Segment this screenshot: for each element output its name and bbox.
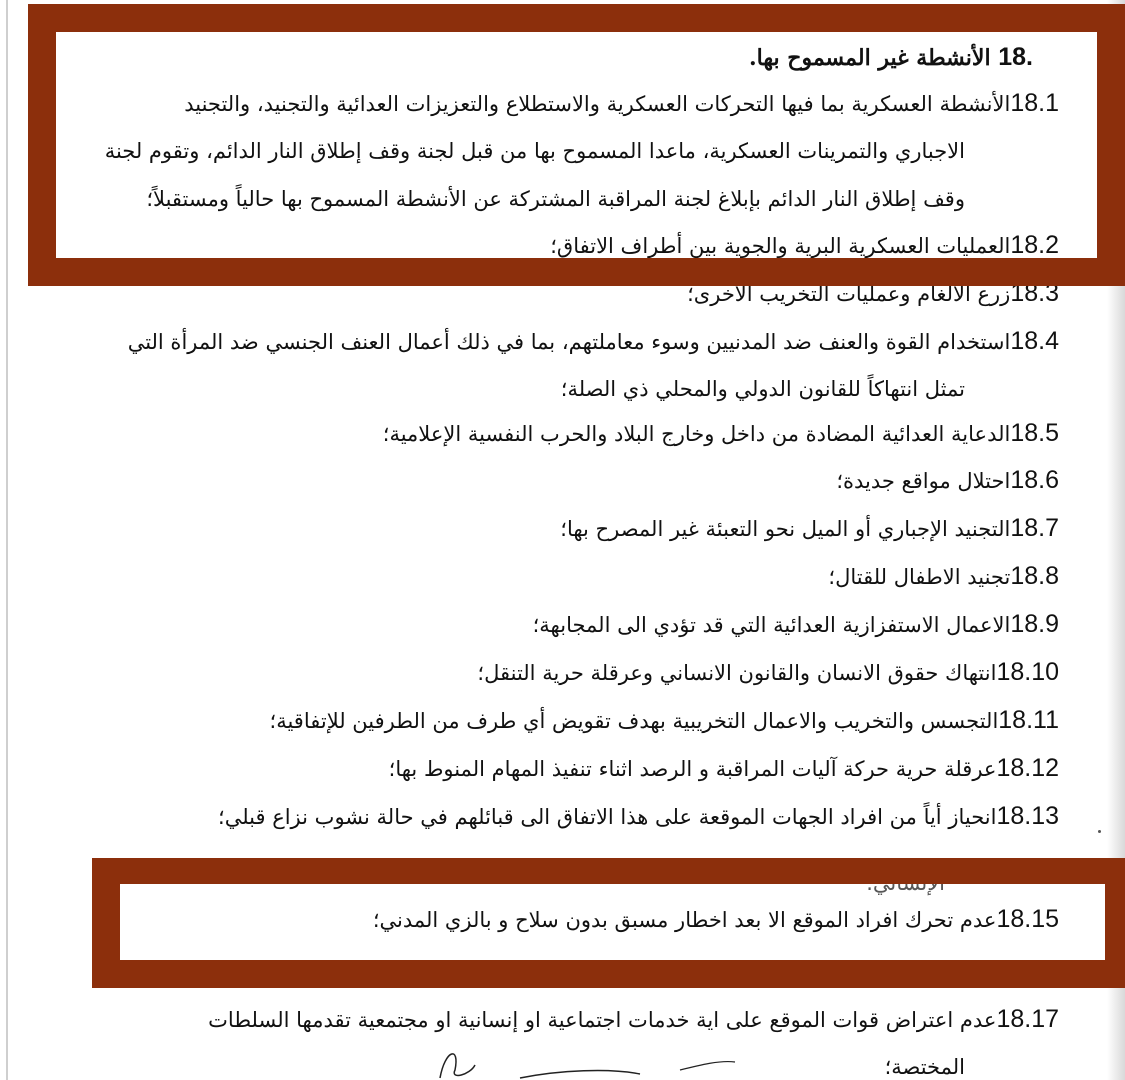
clause-text: الاجباري والتمرينات العسكرية، ماعدا المسموح بها من قبل لجنة وقف إطلاق النار الدائم، وتقوم لجنة [104, 139, 965, 163]
clause-text: زرع الألغام وعمليات التخريب الأخرى؛ [687, 282, 1011, 306]
clause-number: 18.6 [1010, 466, 1059, 494]
clause-text: استخدام القوة والعنف ضد المدنيين وسوء معاملتهم، بما في ذلك أعمال العنف الجنسي ضد المرأة التي [127, 330, 1011, 354]
clause-number: 18.9 [1010, 610, 1059, 638]
clause-text: تجنيد الاطفال للقتال؛ [828, 565, 1011, 589]
clause-number: 18.3 [1010, 279, 1059, 307]
section-title: الأنشطة غير المسموح بها. [748, 45, 991, 71]
clause-text: عرقلة حرية حركة آليات المراقبة و الرصد اثناء تنفيذ المهام المنوط بها؛ [388, 757, 997, 781]
clause-18-11 [270, 705, 1059, 736]
clause-18-12 [389, 753, 1059, 784]
clause-18-8 [828, 561, 1059, 592]
clause-18-17 [208, 1004, 1059, 1035]
clause-text: عدم تحرك افراد الموقع الا بعد اخطار مسبق بدون سلاح و بالزي المدني؛ [372, 908, 997, 932]
clause-18-13 [218, 801, 1059, 832]
clause-text: العمليات العسكرية البرية والجوية بين أطراف الاتفاق؛ [550, 234, 1011, 258]
clause-number: 18.1 [1010, 89, 1059, 117]
clause-18-17-line-2 [885, 1052, 965, 1080]
clause-number: 18.2 [1010, 231, 1059, 259]
clause-number: 18.4 [1010, 327, 1059, 355]
clause-18-10 [477, 657, 1059, 688]
clause-text: المختصة؛ [884, 1055, 965, 1079]
clause-18-1 [184, 88, 1059, 119]
clause-text: انتهاك حقوق الانسان والقانون الانساني وعرقلة حرية التنقل؛ [477, 661, 997, 685]
clause-number: 18.13 [996, 802, 1059, 830]
clause-18-6 [836, 465, 1059, 496]
clause-number: 18.5 [1010, 419, 1059, 447]
clause-18-3 [687, 278, 1059, 309]
clause-18-9 [533, 609, 1059, 640]
clause-number: 18.11 [998, 706, 1059, 734]
clause-text: الإنساني؛ [866, 871, 945, 895]
clause-text: تمثل انتهاكاً للقانون الدولي والمحلي ذي الصلة؛ [560, 377, 965, 401]
clause-text: الأنشطة العسكرية بما فيها التحركات العسكرية والاستطلاع والتعزيزات العدائية والتجنيد، والتجنيد [184, 92, 1011, 116]
clause-number: 18.17 [996, 1005, 1059, 1033]
section-number: 18. [998, 43, 1033, 71]
clause-text: الاعمال الاستفزازية العدائية التي قد تؤدي الى المجابهة؛ [532, 613, 1011, 637]
page-left-rule [6, 0, 8, 1080]
clause-text: انحياز أياً من افراد الجهات الموقعة على هذا الاتفاق الى قبائلهم في حالة نشوب نزاع قبلي؛ [218, 805, 997, 829]
clause-number: 18.7 [1010, 514, 1059, 542]
signature-scribble [380, 1040, 740, 1080]
clause-18-15 [373, 904, 1059, 935]
clause-18-1-line-2 [105, 136, 965, 166]
clause-18-4-line-2 [561, 374, 965, 404]
clause-18-5 [383, 418, 1059, 449]
clause-18-2 [550, 230, 1059, 261]
clause-text: الدعاية العدائية المضادة من داخل وخارج البلاد والحرب النفسية الإعلامية؛ [382, 422, 1011, 446]
clause-text: وقف إطلاق النار الدائم بإبلاغ لجنة المراقبة المشتركة عن الأنشطة المسموح بها حالياً ومستقبلاً؛ [146, 187, 965, 211]
scan-speck [1098, 830, 1101, 833]
clause-text: التجنيد الإجباري أو الميل نحو التعبئة غير المصرح بها؛ [560, 517, 1011, 541]
clause-18-4 [128, 326, 1059, 357]
clause-18-14-fragment [866, 868, 945, 898]
clause-number: 18.15 [996, 905, 1059, 933]
clause-18-7 [560, 513, 1059, 544]
clause-text: عدم اعتراض قوات الموقع على اية خدمات اجتماعية او إنسانية او مجتمعية تقدمها السلطات [208, 1008, 997, 1032]
clause-number: 18.12 [996, 754, 1059, 782]
clause-number: 18.10 [996, 658, 1059, 686]
section-heading [749, 42, 1033, 73]
clause-18-1-line-3 [146, 184, 965, 214]
page-edge-shadow [1107, 0, 1125, 1080]
clause-text: احتلال مواقع جديدة؛ [836, 469, 1011, 493]
clause-number: 18.8 [1010, 562, 1059, 590]
clause-text: التجسس والتخريب والاعمال التخريبية بهدف تقويض أي طرف من الطرفين للإتفاقية؛ [269, 709, 999, 733]
